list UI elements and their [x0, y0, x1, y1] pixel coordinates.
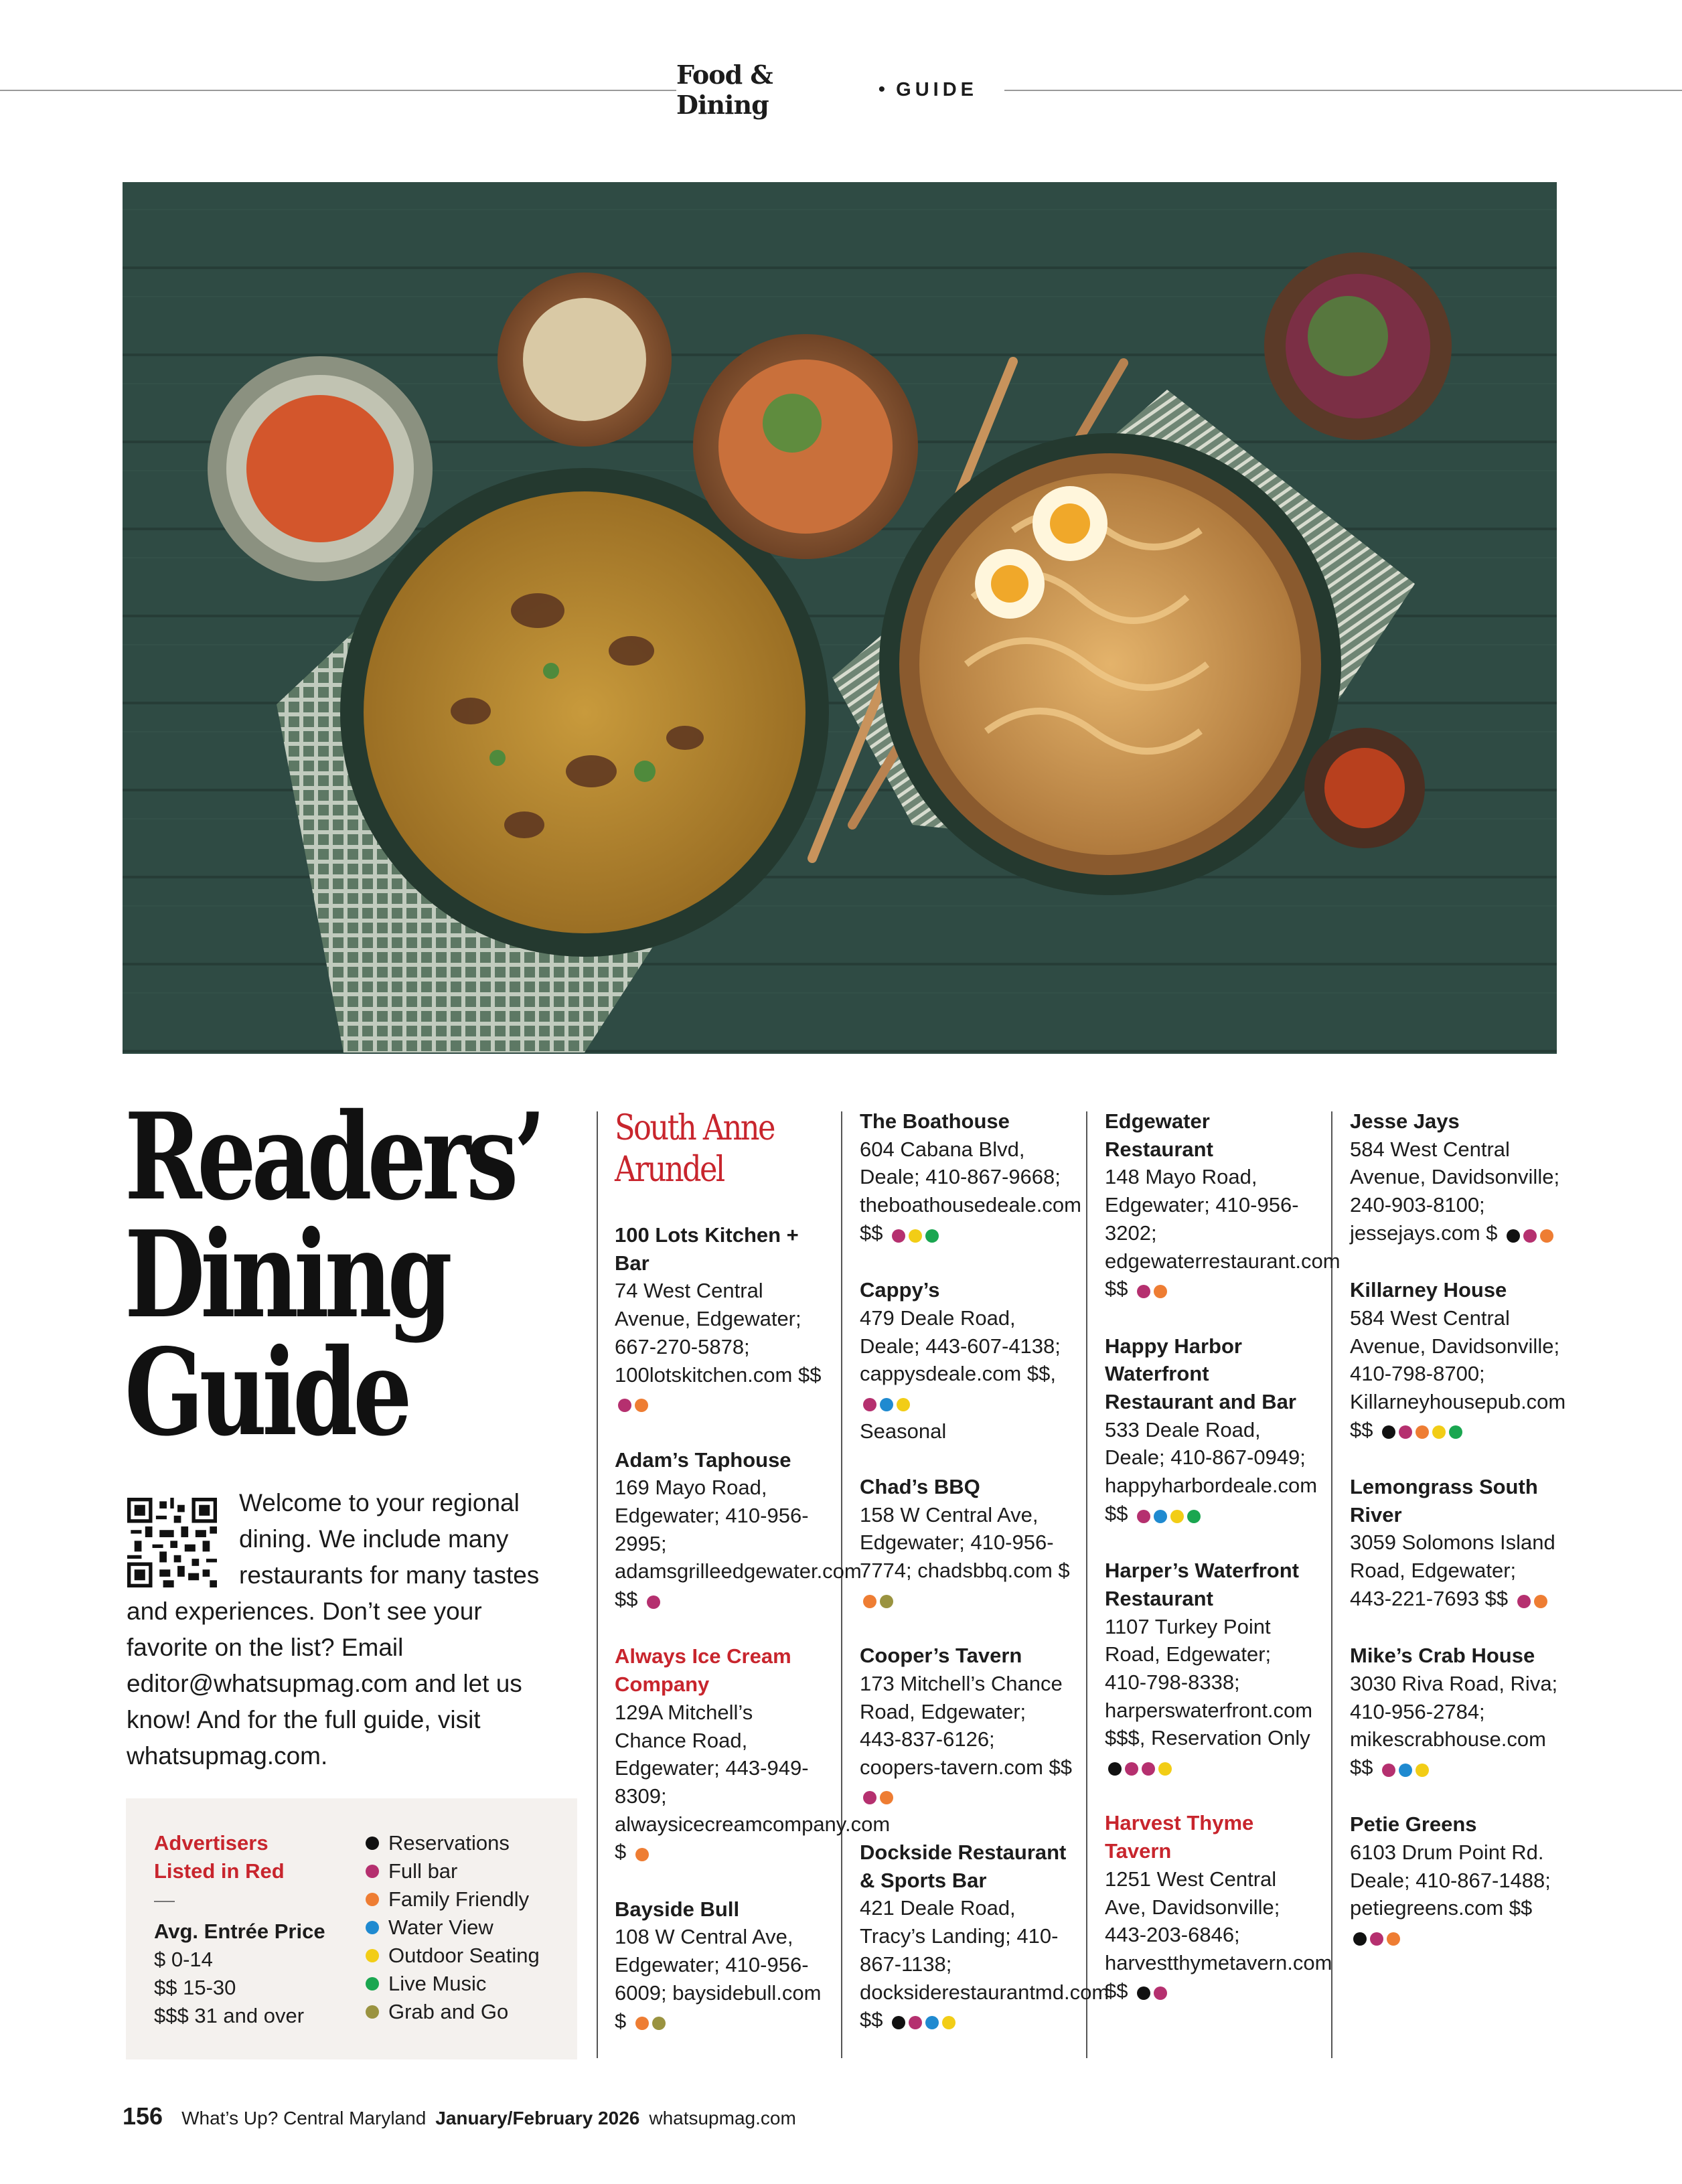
restaurant-address: 3059 Solomons Island Road, Edgewater; 443-221-7693 $$	[1350, 1531, 1555, 1610]
website[interactable]: whatsupmag.com	[649, 2108, 796, 2128]
restaurant-address: 173 Mitchell’s Chance Road, Edgewater; 443-837-6126; coopers-tavern.com $$	[860, 1671, 1073, 1779]
amenity-dots	[1134, 1978, 1167, 2007]
restaurant-entry	[1350, 1810, 1563, 1951]
restaurant-name: Happy Harbor Waterfront Restaurant and Bar	[1105, 1334, 1296, 1413]
amenity-dots	[1503, 1221, 1553, 1249]
restaurant-address: 584 West Central Avenue, Davidsonville; 410-798-8700; Killarneyhousepub.com $$	[1350, 1306, 1566, 1441]
amenity-dot	[1108, 1762, 1122, 1776]
amenity-dot	[1137, 1510, 1150, 1523]
page-footer	[123, 2102, 796, 2130]
restaurant-entry	[615, 1895, 828, 2036]
restaurant-details	[1105, 1416, 1318, 1529]
restaurant-entry	[1350, 1107, 1563, 1248]
legend-key-reservations	[366, 1829, 540, 1857]
listing-column-4	[1350, 1107, 1566, 1979]
amenity-dot	[635, 2017, 649, 2030]
amenity-dots	[1379, 1755, 1429, 1783]
region-line: South Anne	[615, 1108, 774, 1148]
restaurant-address: 1251 West Central Ave, Davidsonville; 443-203-6846; harvestthymetavern.com $$	[1105, 1867, 1332, 2003]
restaurant-name: Edgewater Restaurant	[1105, 1109, 1213, 1161]
outdoor-seating-dot	[366, 1949, 379, 1962]
restaurant-entry	[860, 1642, 1073, 1810]
restaurant-details	[615, 1474, 862, 1614]
amenity-dot	[1399, 1425, 1412, 1439]
restaurant-entry	[860, 1839, 1110, 2035]
region-heading	[615, 1107, 834, 1190]
amenity-dots	[860, 1389, 910, 1417]
amenity-dot	[1154, 1510, 1167, 1523]
amenity-dot	[925, 1229, 939, 1243]
restaurant-address: 108 W Central Ave, Edgewater; 410-956-6009; baysidebull.com $	[615, 1925, 822, 2033]
amenity-dots	[889, 1221, 939, 1249]
amenity-dot	[1154, 1986, 1167, 2000]
amenity-dots	[632, 1839, 649, 1867]
restaurant-details	[615, 1699, 891, 1867]
restaurant-address: 421 Deale Road, Tracy’s Landing; 410-867-1138; docksiderestaurantmd.com $$	[860, 1896, 1110, 2032]
title-line-3: Guide	[125, 1322, 408, 1462]
amenity-dot	[635, 1399, 648, 1412]
restaurant-name: Cappy’s	[860, 1278, 940, 1302]
restaurant-details	[1350, 1670, 1563, 1783]
restaurant-entry	[1105, 1332, 1318, 1529]
amenity-dot	[1416, 1425, 1429, 1439]
amenity-dot	[863, 1398, 876, 1411]
amenity-dot	[897, 1398, 910, 1411]
magazine-name: What’s Up? Central Maryland	[181, 2108, 427, 2128]
restaurant-entry	[860, 1473, 1073, 1614]
amenity-dot	[1137, 1285, 1150, 1298]
legend-key-water-view	[366, 1914, 540, 1942]
amenity-dot	[1534, 1595, 1547, 1608]
legend-key-label: Family Friendly	[388, 1887, 530, 1911]
legend-key-label: Water View	[388, 1916, 493, 1939]
restaurant-details	[1350, 1529, 1563, 1614]
family-friendly-dot	[366, 1893, 379, 1906]
legend-key-live-music	[366, 1970, 540, 1998]
restaurant-name: Adam’s Taphouse	[615, 1448, 791, 1472]
restaurant-entry	[1105, 1107, 1341, 1304]
legend-key-label: Outdoor Seating	[388, 1944, 540, 1967]
amenity-dots	[632, 2008, 666, 2036]
price-tier: $$$ 31 and over	[154, 2004, 305, 2027]
restaurant-details	[1350, 1136, 1563, 1249]
amenity-dot	[1158, 1762, 1172, 1776]
amenity-dots	[1350, 1924, 1400, 1952]
amenity-dot	[635, 1848, 649, 1861]
restaurant-address: 6103 Drum Point Rd. Deale; 410-867-1488; petiegreens.com $$	[1350, 1841, 1551, 1920]
amenity-dot	[1370, 1932, 1383, 1946]
restaurant-entry	[1350, 1642, 1563, 1782]
amenity-dot	[880, 1791, 893, 1804]
amenity-dot	[892, 1229, 905, 1243]
restaurant-details	[1105, 1613, 1318, 1782]
legend-key-full-bar	[366, 1857, 540, 1885]
column-rule	[597, 1111, 598, 2058]
qr-code-icon[interactable]	[127, 1498, 217, 1587]
restaurant-name: The Boathouse	[860, 1109, 1010, 1133]
restaurant-address: 158 W Central Ave, Edgewater; 410-956-7774; chadsbbq.com $	[860, 1502, 1070, 1583]
amenity-dot	[880, 1398, 893, 1411]
amenity-dot	[863, 1791, 876, 1804]
legend-key-label: Live Music	[388, 1972, 487, 1995]
amenity-dot	[880, 1595, 893, 1608]
amenity-dots	[1105, 1753, 1172, 1782]
restaurant-entry	[860, 1276, 1073, 1445]
reservations-dot	[366, 1837, 379, 1850]
amenity-dot	[1125, 1762, 1138, 1776]
header-rule-right	[1004, 90, 1682, 91]
amenity-dot	[1187, 1510, 1201, 1523]
amenity-dot	[1142, 1762, 1155, 1776]
restaurant-name: Dockside Restaurant & Sports Bar	[860, 1841, 1067, 1892]
amenity-dot	[1432, 1425, 1446, 1439]
legend-key-grab-and-go	[366, 1998, 540, 2026]
amenity-dots	[615, 1390, 648, 1418]
intro-paragraph: Welcome to your regional dining. We include many restaurants for many tastes and experiences. Don’t see your favorite on the list? Email editor@whatsupmag.com and let us know! And for the full guide, visit whatsupmag.com.	[127, 1489, 540, 1770]
price-tier: $$ 15-30	[154, 1976, 236, 1999]
grab-and-go-dot	[366, 2005, 379, 2019]
section-label: GUIDE	[896, 78, 978, 100]
legend-divider: —	[154, 1888, 175, 1912]
restaurant-details	[615, 1277, 828, 1417]
amenity-dot	[1170, 1510, 1184, 1523]
legend-key-outdoor-seating	[366, 1942, 540, 1970]
restaurant-details	[615, 1923, 828, 2036]
legend-box	[126, 1798, 577, 2059]
amenity-dot	[1382, 1425, 1395, 1439]
restaurant-details	[860, 1894, 1110, 2035]
amenity-dot	[618, 1399, 631, 1412]
restaurant-address: 3030 Riva Road, Riva; 410-956-2784; mikescrabhouse.com $$	[1350, 1671, 1558, 1779]
restaurant-name: Harvest Thyme Tavern	[1105, 1811, 1254, 1863]
amenity-dots	[643, 1587, 660, 1615]
header-bullet: •	[878, 78, 886, 100]
title-line-2: Dining	[125, 1204, 448, 1344]
listing-column-2	[860, 1107, 1110, 2063]
restaurant-name: Lemongrass South River	[1350, 1475, 1538, 1527]
header-rule-left	[0, 90, 676, 91]
amenity-dot	[909, 1229, 922, 1243]
restaurant-details	[860, 1501, 1073, 1614]
legend-keys	[366, 1829, 540, 2026]
restaurant-address: 604 Cabana Blvd, Deale; 410-867-9668; theboathousedeale.com $$	[860, 1137, 1081, 1245]
amenity-dots	[1134, 1276, 1167, 1304]
section-name: Food & Dining	[676, 60, 773, 120]
amenity-dots	[860, 1586, 893, 1614]
restaurant-name: Petie Greens	[1350, 1812, 1477, 1837]
amenity-dots	[860, 1783, 893, 1811]
restaurant-entry	[1105, 1809, 1332, 2006]
restaurant-address: 533 Deale Road, Deale; 410-867-0949; happyharbordeale.com $$	[1105, 1417, 1318, 1525]
amenity-dot	[942, 2016, 955, 2029]
restaurant-address: 479 Deale Road, Deale; 443-607-4138; cappysdeale.com $$,	[860, 1306, 1061, 1386]
avg-price-title: Avg. Entrée Price	[154, 1920, 325, 1943]
column-rule	[1086, 1111, 1087, 2058]
region-line: Arundel	[615, 1150, 724, 1190]
restaurant-name: Harper’s Waterfront Restaurant	[1105, 1559, 1299, 1610]
restaurant-address: 169 Mayo Road, Edgewater; 410-956-2995; adamsgrilleedgewater.com $$	[615, 1476, 862, 1612]
restaurant-name: Killarney House	[1350, 1278, 1507, 1302]
restaurant-details	[1350, 1304, 1566, 1445]
amenity-dot	[1416, 1764, 1429, 1777]
listing-column-3	[1105, 1107, 1341, 2034]
amenity-dot	[909, 2016, 922, 2029]
amenity-dots	[889, 2007, 955, 2035]
restaurant-entry	[1350, 1473, 1563, 1614]
listing-column-1	[615, 1107, 891, 2064]
amenity-dots	[1514, 1586, 1547, 1614]
legend-key-label: Full bar	[388, 1859, 458, 1883]
amenity-dot	[925, 2016, 939, 2029]
page-title	[125, 1087, 542, 1462]
restaurant-note: Seasonal	[860, 1419, 947, 1443]
restaurant-details	[860, 1136, 1081, 1249]
section-header	[676, 60, 978, 120]
full-bar-dot	[366, 1865, 379, 1878]
restaurant-details	[1350, 1839, 1563, 1952]
restaurant-entry	[1105, 1557, 1318, 1782]
amenity-dot	[647, 1595, 660, 1609]
legend-key-label: Grab and Go	[388, 2000, 509, 2023]
page-number: 156	[123, 2102, 163, 2130]
restaurant-details	[860, 1304, 1073, 1445]
restaurant-details	[860, 1670, 1073, 1810]
title-line-1: Readers’	[125, 1087, 542, 1227]
restaurant-name: Bayside Bull	[615, 1897, 740, 1921]
amenity-dot	[1387, 1932, 1400, 1946]
live-music-dot	[366, 1977, 379, 1991]
food-illustration	[123, 182, 1557, 1054]
issue-date: January/February 2026	[435, 2108, 640, 2128]
legend-key-family-friendly	[366, 1885, 540, 1914]
restaurant-name: Mike’s Crab House	[1350, 1644, 1535, 1668]
restaurant-address: 148 Mayo Road, Edgewater; 410-956-3202; edgewaterrestaurant.com $$	[1105, 1165, 1341, 1301]
restaurant-address: 1107 Turkey Point Road, Edgewater; 410-798-8338; harperswaterfront.com $$$, Reservation Only	[1105, 1614, 1313, 1750]
water-view-dot	[366, 1921, 379, 1934]
amenity-dot	[1517, 1595, 1531, 1608]
restaurant-name: 100 Lots Kitchen + Bar	[615, 1223, 799, 1275]
restaurant-entry	[1350, 1276, 1566, 1445]
amenity-dot	[1507, 1229, 1520, 1243]
amenity-dot	[1399, 1764, 1412, 1777]
legend-key-label: Reservations	[388, 1831, 510, 1855]
restaurant-address: 129A Mitchell’s Chance Road, Edgewater; 443-949-8309; alwaysicecreamcompany.com $	[615, 1700, 891, 1864]
column-rule	[841, 1111, 842, 2058]
restaurant-name: Jesse Jays	[1350, 1109, 1460, 1133]
price-tier: $ 0-14	[154, 1948, 213, 1971]
advertisers-note: Advertisers Listed in Red	[154, 1831, 285, 1883]
restaurant-details	[1105, 1865, 1332, 2006]
amenity-dots	[1379, 1417, 1462, 1446]
amenity-dot	[1353, 1932, 1367, 1946]
restaurant-name: Chad’s BBQ	[860, 1475, 980, 1499]
amenity-dot	[1540, 1229, 1553, 1243]
amenity-dot	[1523, 1229, 1537, 1243]
restaurant-entry	[615, 1642, 891, 1867]
restaurant-entry	[615, 1221, 828, 1418]
amenity-dot	[1154, 1285, 1167, 1298]
restaurant-address: 584 West Central Avenue, Davidsonville; 240-903-8100; jessejays.com $	[1350, 1137, 1560, 1245]
restaurant-name: Cooper’s Tavern	[860, 1644, 1022, 1668]
amenity-dot	[1382, 1764, 1395, 1777]
restaurant-details	[1105, 1163, 1341, 1304]
amenity-dot	[1137, 1986, 1150, 2000]
restaurant-name: Always Ice Cream Company	[615, 1644, 791, 1697]
restaurant-entry	[615, 1446, 862, 1615]
amenity-dot	[892, 2016, 905, 2029]
price-list	[154, 1946, 304, 2030]
restaurant-address: 74 West Central Avenue, Edgewater; 667-270-5878; 100lotskitchen.com $$	[615, 1279, 822, 1387]
amenity-dot	[1449, 1425, 1462, 1439]
restaurant-entry	[860, 1107, 1081, 1248]
amenity-dots	[1134, 1501, 1201, 1529]
food-photo	[123, 182, 1557, 1054]
amenity-dot	[652, 2017, 666, 2030]
amenity-dot	[863, 1595, 876, 1608]
